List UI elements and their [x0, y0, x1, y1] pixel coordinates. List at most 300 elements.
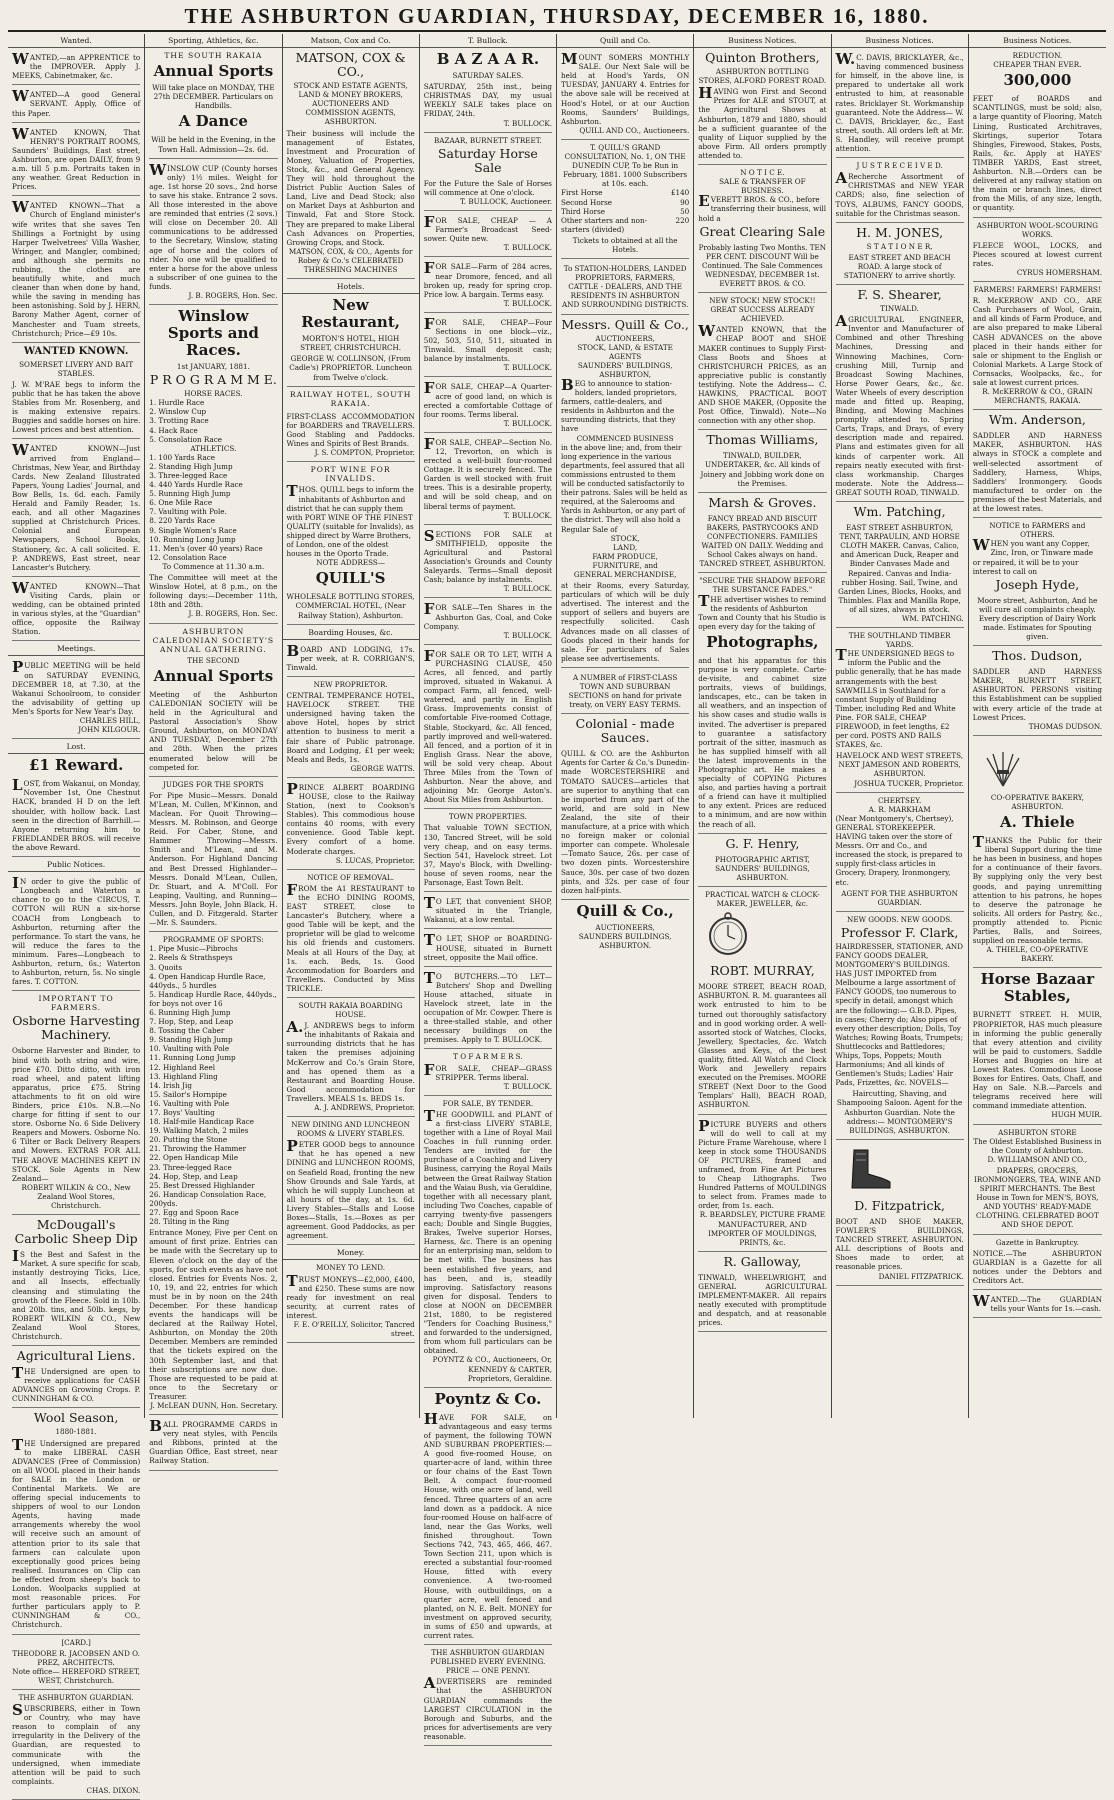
ad-body: FOR SALE—Ten Shares in the Ashburton Gas, Coal, and Coke Company. [423, 600, 552, 631]
ad-bakery [973, 834, 1102, 968]
list-item: 10. Running Long Jump [149, 534, 236, 544]
ad-grass-stripper [424, 1062, 552, 1096]
section-header: Lost. [8, 742, 144, 754]
ad-heading: PORT WINE FOR INVALIDS. [310, 465, 391, 484]
reward-headline: £1 Reward. [28, 756, 124, 775]
ad-matson-cox [287, 127, 415, 280]
ad-subheading: SATURDAY SALES. [452, 71, 524, 81]
signature: A. THIELE, CO-OPERATIVE BAKERY. [986, 945, 1089, 964]
list-item: 1. Hurdle Race [149, 398, 205, 408]
column-business-2 [832, 34, 969, 1418]
programme-item: 4. Open Handicap Hurdle Race, 440yds., 5 hurdles [149, 971, 266, 990]
ad-picture-frames [698, 1118, 826, 1252]
ad-body: TRUST MONEYS—£2,000, £400, and £250. These sums are now ready for investment on real security, at current rates of interest. [286, 1271, 415, 1320]
ad-headline: Poyntz & Co. [434, 1389, 542, 1408]
ad-bricklayer: W.C. DAVIS, BRICKLAYER, &c., having commenced business for himself, in the above line, is prepared to undertake all work entrusted to him, at reasonable rates. Bricklayer St. Workmanship guaranteed. Note the Address— W. C. DAVIS, Bricklayer, &c., East street, south. All orders left at Mr. S. Handley, will receive prompt attention. [836, 51, 964, 158]
ad-sauces: QUILL & CO. are the Ashburton Agents for Carter & Co.'s Dunedin-made WORCESTERSHIRE and TOMATO SAUCES—articles that are superior to anything that can be imported from any part of the world, and are sold in New Zealand, the site of their manufacture, at a price with which no foreign maker or colonial importer can compete. Wholesale—Tomato Sauce, 26s. per case of two dozen pints. Worcestershire Sauce, 30s. per case of two dozen pints, and 32s. per case of four dozen half-pints. [561, 747, 689, 900]
ad-body: FLEECE WOOL, LOCKS, and Pieces scoured at lowest current rates. [972, 240, 1102, 268]
ad-subheading: SALE & TRANSFER OF BUSINESS. [719, 177, 806, 196]
list-item: 2. Standing High Jump [149, 461, 233, 471]
ad-body: THEODORE R. JACOBSEN AND O. PREZ, ARCHITECTS. [12, 1648, 140, 1667]
ad-heading: TOWN PROPERTIES. [448, 812, 527, 822]
signature: EVERETT BROS. & CO. [719, 278, 806, 288]
programme-item: 24. Hop, Step, and Leap [149, 1171, 238, 1181]
ad-heading: J U S T R E C E I V E D. [856, 161, 943, 171]
ad-temperance-hotel [287, 689, 415, 778]
ad-subheading: AUCTIONEERS, [595, 333, 655, 343]
ad-town-properties: That valuable TOWN SECTION, 130, Tancred Street, will be sold very cheap, and on easy terms. Section 541, Havelock street. Lot 37, Mayo's Block, with Dwelling-house of seven rooms, near the Parsonage, East Town Belt. [424, 821, 552, 892]
ad-boot-shoe [836, 1215, 964, 1286]
ad-body: BURNETT STREET. H. MUIR, PROPRIETOR, HAS much pleasure in informing the public generally that every attention and civility will be paid to customers. Saddle Horses and Buggies on hire at Lowest Rates. Commodious Loose Boxes for Entires. Oats, Chaff, and Hay on Sale. N.B.—Parcels and telegrams received here will command immediate attention. [972, 1010, 1102, 1111]
signature: T. BULLOCK. [503, 418, 552, 428]
ad-body: R. McKERROW AND CO., ARE Cash Purchasers of Wool, Grain, and all kinds of Farm Produce, and are also prepared to make Liberal CASH ADVANCES on the above placed in their hands either for sale or shipment to the English or Colonial Markets. A Large Stock of Cornsacks, Woolpacks, &c., for sale at lowest current prices. [972, 296, 1102, 387]
ad-heading: NOTICE OF REMOVAL. [307, 872, 394, 882]
signature: T. BULLOCK. [503, 363, 552, 373]
section-header: Meetings. [8, 644, 144, 656]
ad-headline: McDougall's Carbolic Sheep Dip [14, 1217, 138, 1247]
ad-subheading: SAUNDERS BUILDINGS, [578, 931, 672, 941]
ad-headline: Quinton Brothers, [705, 50, 820, 66]
ad-body: in the above line; and, from their long experience in the various departments, feel assured that all commissions entrusted to them will be conducted satisfactorily to their patrons. Sales will be held as required, at the Salerooms and Yards in Ashburton, or any part of the district. They will also hold a Regular Sale of [561, 442, 688, 534]
ad-headline: F. S. Shearer, [857, 287, 942, 303]
ad-headline: A Dance [178, 112, 248, 131]
ad-prince-albert [287, 781, 415, 870]
meeting-text: PUBLIC MEETING will be held on SATURDAY EVENING, DECEMBER 18, at 7.30, at the Wakanui Schoolroom, to consider the advisability of getting up Men's Sports for New Year's Day. [12, 658, 141, 716]
ad-subheading: AUCTIONEERS, [595, 922, 655, 932]
ad-headline: ROBT. MURRAY, [710, 963, 815, 979]
ad-heading: THE ASHBURTON GUARDIAN. [18, 1692, 134, 1702]
programme-item: 8. Tossing the Caber [149, 1026, 225, 1036]
ad-watchmaker: MOORE STREET, BEACH ROAD, ASHBURTON. R. M. guarantees all work entrusted to him to be turned out thoroughly satisfactory and in good working order. A well-assorted stock of Watches, Clocks, Jewellery, Spectacles, &c. Watch Glasses and Keys, of the best quality, fitted. All Watch and Clock Work and Jewellery repairs executed on the Premises. MOORE STREET (Next Door to the Good Templars' Hall), BEACH ROAD, ASHBURTON. [698, 980, 826, 1114]
pocket-watch-icon [698, 911, 758, 957]
subheading: HORSE RACES. [184, 389, 243, 399]
section-header: Hotels. [283, 282, 419, 294]
ad-body: PICTURE BUYERS and others will do well to call at my Picture Frame Warehouse, where I keep in stock some THOUSANDS OF PICTURES, framed and unframed, from Fine Art Pictures to Cheap Lithographs. Two Hundred Patterns of MOULDINGS to select from. Frames made to order, from 1s. each. [698, 1116, 827, 1211]
ad-architects [12, 1647, 140, 1690]
ad-headline: Joseph Hyde, [995, 576, 1080, 592]
ad-body: Haircutting, Shaving, and Shampooing Saloon. Agent for the Ashburton Guardian. Note the address:— MONTGOMERY'S BUILDINGS, ASHBURTON. [836, 1087, 964, 1139]
ad-headline: MATSON, COX & CO., [295, 50, 406, 80]
stock-item: FARM PRODUCE, [592, 551, 658, 561]
ad-headline: New Restaurant, [301, 296, 400, 332]
signature: MATSON, COX, & CO., Agents for Robey & Co.'s CELEBRATED THRESHING MACHINES [288, 246, 413, 274]
ad-body: FOR SALE, CHEAP—GRASS STRIPPER. Terms liberal. [423, 1060, 552, 1082]
signature: CHARLES HILL, [79, 716, 141, 725]
ad-headline: R. Galloway, [723, 1253, 802, 1269]
signature: T. BULLOCK. [503, 510, 552, 520]
programme-item: 12. Highland Reel [149, 1062, 216, 1072]
ad-headline: Marsh & Groves. [708, 494, 817, 510]
ad-body: Osborne Harvester and Binder, to bind with both string and wire, price £70. Ditto ditto, with iron road wheel, and patent lifting apparatus, price £75. String attachments to fit on old wire Binders, price £10s. N.B.—No charge for fitting if sent to our store. Osborne No. 6 Side Delivery Reapers and Mowers. Osborne No. 6 Tilter or Back Delivery Reapers and Mowers. EXTRAS FOR ALL THE ABOVE MACHINES KEPT IN STOCK. Sole Agents in New Zealand— [12, 1046, 141, 1183]
boot-icon [836, 1146, 896, 1192]
for-sale-ad [424, 260, 552, 312]
ad-headline: Winslow Sports and Races. [167, 307, 259, 360]
signature: J. B. ROGERS, Hon. Sec. [188, 290, 278, 300]
ad-poyntz: HAVE FOR SALE, on advantageous and easy terms of payment, the following TOWN AND SUBURBAN PROPERTIES:— A good five-roomed House, on quarter-acre of land, within three or four chains of the East Town Belt. A compact four-roomed House, with one acre of land, well fenced. Three quarters of an acre land down as a paddock. A nice four-roomed House on half-acre of land, near the Gas Works, well finished throughout. Town Sections 742, 743, 465, 466, 467. Town Section 211, upon which is erected a substantial four-roomed House, fitted with every convenience. A two-roomed House, with outbuildings, on a quarter acre, well fenced and planted, on N. E. Belt. MONEY for investment on approved security, in sums of £50 and upwards, at current rates. [424, 1411, 552, 1645]
signature: ROBERT WILKIN & CO., New Zealand Wool Stores, Christchurch. [21, 1182, 131, 1211]
ad-photographer: PHOTOGRAPHIC ARTIST, SAUNDERS' BUILDINGS, ASHBURTON. [698, 853, 826, 887]
stock-item: STOCK, [610, 533, 640, 543]
for-sale-ad [424, 316, 552, 378]
ad-headline: Annual Sports [153, 62, 274, 81]
list-item: 7. Vaulting with Pole. [149, 507, 227, 517]
ad-heading: WANTED KNOWN. [23, 345, 129, 357]
ad-heading: THE SOUTHLAND TIMBER YARDS. [848, 631, 951, 650]
ad-body: The Oldest Established Business in the County of Ashburton. [973, 1136, 1102, 1155]
ad-fancy-goods: HAIRDRESSER, STATIONER, AND FANCY GOODS DEALER, MONTGOMERY'S BUILDINGS. HAS JUST IMPORTED from Melbourne a large assortment of FANCY GOODS, too numerous to specify in detail, amongst which are the following:— G.B.D. Pipes, in cases; Cherry do; Also pipes of every other description; Dolls, Toy Watches; Rowing Boats, Trumpets; Shuttlecocks and Battledores; Whips, Tops, Poppets; Mouth Harmoniums; And all kinds of Gentlemen's Studs; Ladies' Hair Pads, Frizettes, &c. NOVELS— [835, 941, 964, 1088]
ad-body: THE advertiser wishes to remind the residents of Ashburton Town and County that his Studio is open every day for the taking of [698, 591, 827, 631]
ad-subheading: D. WILLIAMSON AND CO., [987, 1154, 1088, 1164]
ad-subheading: THE SECOND [187, 655, 240, 665]
prize-row [561, 188, 689, 197]
ad-builder: TINWALD, BUILDER, UNDERTAKER, &c. All kinds of Joinery and Jobbing work done on the Premises. [698, 449, 826, 492]
ad-subscribers [12, 1702, 140, 1800]
ad-heading: NEW STOCK! NEW STOCK!! GREAT SUCCESS ALREADY ACHIEVED. [709, 296, 816, 324]
signature: THOMAS DUDSON. [1028, 721, 1102, 731]
programme-list [149, 944, 277, 1226]
ad-heading: CHERTSEY. [877, 795, 922, 805]
columns [8, 34, 1106, 1795]
ad-heading: T O F A R M E R S. [453, 1052, 523, 1062]
list-item: 9. Single Women's Race [149, 525, 237, 535]
list-item: 1. 100 Yards Race [149, 452, 216, 462]
ad-body: Probably lasting Two Months. TEN PER CENT. DISCOUNT Will be Continued. The Sale Commences WEDNESDAY, DECEMBER 1st. [698, 242, 827, 279]
programme-item: 5. Handicap Hurdle Race, 440yds., for boys not over 16 [149, 989, 277, 1008]
signature: J. S. COMPTON, Proprietor. [314, 448, 415, 458]
column-bullock [420, 34, 557, 1741]
ad-board-lodging: BOARD AND LODGING, 17s. per week, at R. CORRIGAN'S, Tinwald. [287, 643, 415, 677]
ad-body: Tickets to obtained at all the Hotels. [561, 234, 689, 259]
ad-body: SATURDAY, 25th inst., being CHRISTMAS DAY, my usual WEEKLY SALE takes place on FRIDAY, 24th. [423, 82, 552, 119]
programme-item: 13. Highland Fling [149, 1071, 218, 1081]
signature: T. BULLOCK. [503, 298, 552, 308]
section-header: Business Notices. [969, 36, 1106, 48]
signature: POYNTZ & CO., Auctioneers, Or, KENNEDY & CARTER, Proprietors, Geraldine. [432, 1355, 552, 1383]
prize-row [561, 207, 689, 216]
ad-body: at their Rooms, every Saturday, particulars of which will be duly advertised. The interest and the support of sellers and buyers are respectfully solicited. Cash Advances made on all classes of Goods placed in their hands for sale. For particulars of Sales please see advertisements. [561, 579, 689, 668]
signature: J. B. ROGERS, Hon. Sec. [188, 609, 278, 619]
signature: CYRUS HOMERSHAM. [1016, 267, 1102, 277]
ad-trust-money [287, 1273, 415, 1344]
for-sale-ad [424, 380, 552, 432]
ad-body: FOR SALE—Farm of 284 acres, near Dromore, fenced, and all broken up, ready for spring crop. Price low. A bargain. Terms easy. [423, 259, 552, 299]
list-item: 3. Trotting Race [149, 416, 209, 426]
ad-heading: Gazette in Bankruptcy. [995, 1237, 1079, 1247]
ad-heading: NEW DINING AND LUNCHEON ROOMS & LIVERY STABLES. [291, 1120, 410, 1139]
signature: R. BEARDSLEY, PICTURE FRAME MANUFACTURER, AND IMPORTER OF MOULDINGS, PRINTS, &c. [699, 1210, 826, 1247]
ad-body: CENTRAL TEMPERANCE HOTEL, HAVELOCK STREET. THE undersigned having taken the above Hotel, hopes by strict attention to business to merit a fair share of Public patronage. Board and Lodging, £1 per week; Meals and Beds, 1s. [286, 691, 415, 764]
column-business-3 [969, 34, 1106, 1418]
ad-body: FOR SALE, CHEAP — A Farmer's Broadcast Seed-sower. Quite new. [423, 213, 552, 244]
ad-body: WHOLESALE BOTTLING STORES, COMMERCIAL HOTEL, (Near Railway Station), Ashburton. [287, 590, 415, 624]
ad-subheading: SAUNDERS' BUILDINGS, [577, 360, 673, 370]
section-header: Public Notices. [8, 860, 144, 872]
subheading: PROGRAMME OF SPORTS: [162, 935, 264, 945]
ad-headline: A. Thiele [1000, 813, 1075, 832]
ad-heading: ASHBURTON CALEDONIAN SOCIETY'S ANNUAL GATHERING. [152, 626, 275, 654]
ad-heading: SOUTH RAKAIA BOARDING HOUSE. [298, 1000, 403, 1020]
ad-heading: FARMERS! FARMERS! FARMERS! [973, 285, 1101, 295]
stock-item: GENERAL MERCHANDISE, [573, 569, 677, 579]
signature: J. McLEAN DUNN, Hon. Secretary. [150, 1401, 278, 1410]
subheading: JUDGES FOR THE SPORTS [163, 779, 264, 789]
ad-mount-somers [561, 51, 689, 140]
ad-heading: MONEY TO LEND. [316, 1263, 386, 1273]
ad-south-rakaia [287, 1019, 415, 1117]
signature: T. BULLOCK. [503, 630, 552, 640]
ad-body: Note office— HEREFORD STREET, WEST, Christchurch. [12, 1666, 140, 1685]
ad-stationer: EAST STREET AND BEACH ROAD. A large stock of STATIONERY to arrive shortly. [836, 251, 964, 285]
ad-saturday-sales [424, 80, 552, 132]
section-header: Sporting, Athletics, &c. [145, 36, 281, 48]
ad-body: A.J. ANDREWS begs to inform the inhabitants of Rakaia and surrounding districts that he has taken the premises adjoining McKerrow and Co.'s Grain Store, and has opened them as a Restaurant and Boarding House. Good accommodation for Travellers. MEALS 1s. BEDS 1s. [286, 1018, 415, 1103]
ad-drapers: DRAPERS, GROCERS, IRONMONGERS, TEA, WINE AND SPIRIT MERCHANTS. The Best House in Town for MEN'S, BOYS, AND YOUTHS' READY-MADE CLOTHING. CELEBRATED BOOT AND SHOE DEPOT. [973, 1164, 1102, 1235]
ad-headline: Osborne Harvesting Machinery. [12, 1013, 141, 1043]
ad-body: SADDLER AND HARNESS MAKER, BURNETT STREET, ASHBURTON. PERSONS visiting this Establishment can be supplied with every article of the trade at Lowest Prices. [972, 667, 1102, 722]
ad-purchasing-clause: FOR SALE OR TO LET, WITH A PURCHASING CLAUSE, 450 Acres, all fenced, and partly improved, situated in Wakanui. A compact Farm, all fenced, well-watered, and partly in English Grass. Improvements consist of comfortable Five-roomed Cottage, Stable, Stockyard, &c. All fenced, partly improved and well-watered. All fenced, and a portion of it in English Grass. Near the above, will be sold very cheap. About Three Miles from the Town of Ashburton. Near the above, and adjoining Mr. George Aston's. About Six Miles from Ashburton. [424, 648, 552, 810]
programme-item: 15. Sailor's Hornpipe [149, 1089, 227, 1099]
ad-to-let-shop: TO LET, that convenient SHOP, situated in the Triangle, Wakanui, at a low rental. [424, 895, 552, 929]
ad-subheading: COMMENCED BUSINESS [576, 433, 674, 443]
signature: S. LUCAS, Proprietor. [335, 855, 415, 865]
column-wanted [8, 34, 145, 1795]
prize-row [561, 198, 689, 207]
ad-body: AGENT FOR THE ASHBURTON GUARDIAN. [836, 887, 964, 912]
programme-item: 14. Irish Jig [149, 1080, 192, 1090]
prize-amount: 90 [680, 197, 690, 207]
ad-body: Entrance Money, Five per Cent on amount of first prize. Entries can be made with the Secretary up to Eleven o'clock on the day of the sports, for such events as have not closed. Entries for Events Nos. 2, 10, 19, and 22, entries for which must be in by noon on the 24th December. For these handicap events the handicaps will be declared at the Railway Hotel, Ashburton, on Monday the 20th December. Members are reminded that the tickets expired on the 30th September last, and that their subscriptions are now due. Those are requested to be paid at once to the Secretary or Treasurer. [149, 1228, 278, 1401]
ad-visiting-cards: WANTED KNOWN—That Visiting Cards, plain or wedding, can be obtained printed in various styles, at the "Guardian" office, opposite the Railway Station. [12, 580, 140, 642]
ad-heading: REDUCTION. [1012, 51, 1063, 61]
section-header: Quill and Co. [557, 36, 693, 48]
ad-headline: 300,000 [1003, 71, 1072, 90]
stock-item: FURNITURE, and [592, 560, 658, 570]
programme-item: 11. Running Long Jump [149, 1053, 236, 1063]
ad-dudson [973, 665, 1102, 736]
ad-engineer: AGRICULTURAL ENGINEER, Inventor and Manufacturer of Combined and other Threshing Machines, Dressing and Winnowing Machines, Corn-crushing Mill, Turnip and Broadcast Sowing Machines, Horse Power Gears, &c., &c. Water Wheels of every description made and fitted up. Reaping, Binding, and Mowing Machines promptly attended to. Spring Carts, Traps, and Drays, of every description made and repaired. Plans and estimates given for all kinds of carpenter work. All repairs neatly executed with first-class workmanship. Charges moderate. Note the Address— GREAT SOUTH ROAD, TINWALD. [836, 313, 964, 502]
list-item: 5. Consolation Race [149, 434, 223, 444]
ad-wool-scouring [973, 239, 1102, 282]
ad-liens: THE Undersigned are open to receive applications for CASH ADVANCES on Growing Crops. P. CUNNINGHAM & CO. [12, 1365, 140, 1408]
column-matson-cox [283, 34, 420, 1418]
ad-body: PRINCE ALBERT BOARDING HOUSE, close to the Railway Station, (next to Cookson's Stables). This commodious house contains 40 rooms, with every convenience. Good Table kept. Every comfort of a home. Moderate charges. [286, 779, 415, 856]
ad-subheading: S T A T I O N E R, [866, 241, 933, 251]
prize-label: Second Horse [561, 197, 613, 207]
programme-item: 18. Half-mile Handicap Race [149, 1117, 255, 1127]
signature: QUILL AND CO., Auctioneers. [579, 125, 690, 135]
ad-body: MORTON'S HOTEL, HIGH STREET, CHRISTCHURCH. [300, 334, 402, 353]
ad-headline: Colonial - made Sauces. [575, 716, 675, 746]
ad-bakers: FANCY BREAD AND BISCUIT BAKERS, PASTRYCOOKS AND CONFECTIONERS. FAMILIES WAITED ON DAILY. Wedding and School Cakes always on hand. TANCRED STREET, ASHBURTON. [698, 512, 826, 574]
ad-caledonian: Meeting of the Ashburton CALEDONIAN SOCIETY will be held in the Agricultural and Pastoral Association's Show Ground, Ashburton, on MONDAY AND TUESDAY, December 27th and 28th. When the prizes enumerated below will be competed for. [149, 688, 277, 777]
wheat-sheaf-icon [973, 742, 1033, 788]
list-item: 4. Hack Race [149, 425, 198, 435]
ad-public-meeting [12, 659, 140, 739]
ad-body: FOR SALE, CHEAP—Section No. 12, Trevorton, on which is erected a well-built four-roomed Cottage. It is securely fenced. The Garden is well stocked with fruit trees. This is a desirable property, and will be sold cheap, and on liberal terms of payment. [423, 434, 552, 511]
ad-body: WINSLOW CUP (County horses only) 1½ miles. Weight for age. 1st horse 20 sovs., 2nd horse to save his stake. Entrance 2 sovs. All those interested in the above are reminded that entries (2 sovs.) will close on December 20. All communications to be addressed to the Secretary, Winslow, stating age of horse and the colors of rider. No one will be qualified to enter a horse for the above unless a subscriber of one guinea to the funds. [149, 160, 278, 291]
ad-heading: FOR SALE, BY TENDER. [442, 1098, 534, 1108]
ad-headline: Photographs, [706, 632, 819, 651]
ad-storekeeper: (Near Montgomery's, Chertsey), GENERAL STOREKEEPER. HAVING taken over the store of Messrs. Orr and Co., and increased the stock, is prepared to supply first-class articles in Grocery, Drapery, Ironmongery, etc. [835, 813, 963, 887]
signature: T. BULLOCK. [503, 243, 552, 253]
ad-to-station-holders: To STATION-HOLDERS, LANDED PROPRIETORS, FARMERS, CATTLE - DEALERS, AND THE RESIDENTS IN ASHBURTON AND SURROUNDING DISTRICTS. [561, 262, 689, 314]
programme-item: 28. Tilting in the Ring [149, 1217, 230, 1227]
signature: GEORGE WATTS. [350, 763, 415, 773]
ad-body: FIRST-CLASS ACCOMMODATION for BOARDERS and TRAVELLERS. Good Stabling and Paddocks. Wines and Spirits of Best Brands. [286, 411, 415, 449]
ad-headline: Great Clearing Sale [699, 223, 826, 239]
ad-body: To Commence at 11.30 a.m. [162, 561, 265, 571]
programme-item: 16. Vaulting with Pole [149, 1098, 230, 1108]
programme-item: 22. Open Handicap Mile [149, 1153, 239, 1163]
column-business-1 [694, 34, 831, 1418]
prize-row [561, 216, 689, 234]
ad-body: The Committee will meet at the Winslow Hotel, at 8 p.m., on the following days:—December 11th, 18th and 28th. [149, 573, 278, 610]
programme-item: 23. Three-legged Race [149, 1162, 232, 1172]
ad-date: 1st JANUARY, 1881. [176, 362, 250, 372]
programme-item: 9. Standing High Jump [149, 1035, 233, 1045]
signature: T. BULLOCK. [503, 584, 552, 594]
ad-body: HAVELOCK AND WEST STREETS, NEXT JAMESON AND ROBERTS, ASHBURTON. [836, 751, 964, 779]
list-item: 3. Three-legged Race [149, 471, 228, 480]
ad-body: SECTIONS FOR SALE at SMITHFIELD, opposite the Agricultural and Pastoral Association's Grounds and County Saleyards. Terms—Small deposit Cash; balance by instalments. [423, 526, 552, 585]
ad-timber-address [836, 749, 964, 792]
ad-photographs: and that his apparatus for this purpose is very complete. Carte-de-visite, and cabinet size portraits, views of buildings, landscapes, etc., can be taken in all weathers, and an inspection of his show cases and studio walls is invited. The advertiser is prepared to guarantee a satisfactory portrait of the sitter, inasmuch as he has supplied himself with all the latest improvements in the Photographic art. He makes a specialty of COPYING Pictures also, and parties having a portrait of a friend can have it multiplied to any extent. Prices are reduced to a minimum, and are now within the reach of all. [698, 654, 826, 834]
programme-item: 26. Handicap Consolation Race, 200yds. [149, 1189, 267, 1208]
ad-body: Will take place on MONDAY, THE 27th DECEMBER. Particulars on Handbills. [152, 83, 275, 111]
ad-entrance [149, 1226, 277, 1415]
ad-headline: Thos. Dudson, [992, 648, 1083, 664]
list-item: 4. 440 Yards Hurdle Race [149, 480, 243, 490]
ad-portrait-rooms: WANTED KNOWN, That HENRY'S PORTRAIT ROOMS, Saunders' Buildings, East street, Ashburton, are open DAILY, from 9 a.m. till 5 p.m. Portraits taken in any weather. Great Reduction in Prices. [12, 126, 140, 197]
ad-washer: WANTED KNOWN—That a Church of England minister's wife writes that she saves Ten Shillings a Fortnight by using Harper Twelvetrees' Villa Washer, Wringer, and Mangler, combined; and although she permits no rubbing, the clothes are beautifully white, and much cleaner than when done by hand, while the saving in mending has been astonishing. Sold by J. HERN, Barony Mather Agent, corner of Manchester and Tuam streets, Christchurch; Price—£9 10s. [12, 199, 140, 342]
ad-headline: Thomas Williams, [706, 432, 819, 448]
ad-horse-sale [424, 177, 552, 211]
programme-item: 6. Running High Jump [149, 1007, 231, 1017]
signature: F. E. O'REILLY, Solicitor, Tancred street. [293, 1319, 415, 1339]
ad-body: STOCK AND ESTATE AGENTS, LAND & MONEY BROKERS, AUCTIONEERS AND COMMISSION AGENTS, ASHBURTON. [293, 81, 408, 127]
ad-horse-bazaar [973, 1008, 1102, 1124]
ad-headline: Agricultural Liens. [16, 1348, 136, 1364]
ad-heading: PRACTICAL WATCH & CLOCK-MAKER, JEWELLER, &c. [705, 889, 820, 909]
ad-body: GEORGE W. COLLINSON, (From Cadle's) PROPRIETOR. Luncheon from Twelve o'clock. [287, 352, 415, 386]
signature: HUGH MUIR. [1051, 1110, 1102, 1120]
programme-item: 2. Reels & Strathspeys [149, 953, 233, 963]
ad-christmas-cards: ARecherche Assortment of CHRISTMAS and NEW YEAR CARDS; also, fine selection of TOYS, ALBUMS, FANCY GOODS, suitable for the Christmas season. [836, 170, 964, 222]
ad-subheading: ASHBURTON, [599, 369, 652, 379]
programme-item: 19. Walking Match, 2 miles [149, 1126, 249, 1136]
for-sale-ad [424, 214, 552, 257]
list-item: 12. Consolation Race [149, 552, 227, 562]
ad-apprentice: WANTED,—an APPRENTICE to the IMPROVER. Apply J. MEEKS, Cabinetmaker, &c. [12, 51, 140, 85]
ad-mckerrow [973, 294, 1102, 410]
ad-servant: WANTED—A good General SERVANT. Apply, Office of this Paper. [12, 88, 140, 122]
signature: T. BULLOCK, Auctioneer. [460, 196, 552, 206]
section-header: Wanted. [8, 36, 144, 48]
list-item: 2. Winslow Cup [149, 407, 207, 417]
ad-subheading: PUBLISHED EVERY EVENING. [430, 1657, 546, 1667]
ad-headline: Wm. Patching, [853, 504, 946, 520]
signature: JOSHUA TUCKER, Proprietor. [854, 778, 964, 788]
ad-body: SUBSCRIBERS, either in Town or Country, who may have reason to complain of any irregularity in the Delivery of the Guardian, are requested to communicate with the undersigned, when immediate attention will be paid to such complaints. [12, 1701, 141, 1786]
ad-subheading: TINWALD. [880, 304, 919, 314]
ad-winslow-cup [149, 162, 277, 305]
ad-heading: THE SOUTH RAKAIA [164, 51, 263, 61]
ad-headline: Professor F. Clark, [840, 924, 959, 940]
ad-christmas-cards: WANTED KNOWN—Just arrived from England—Christmas, New Year, and Birthday Cards. New Zealand Illustrated Papers, Young Ladies' Journal, and Bow Bells, 1s. 6d. each. Family Herald and Family Reader, 1s. each, and all other Magazines supplied at Christchurch Prices. Colonial and European Newspapers, School Books, Stationery, &c. A call solicited. E. P. ANDREWS, East street, near Lancaster's Butchery. [12, 442, 140, 576]
ad-body: BOOT AND SHOE MAKER, FOWLER'S BUILDINGS, TANCRED STREET, ASHBURTON. ALL descriptions of Boots and Shoes made to order, at reasonable prices. [835, 1216, 964, 1272]
section-header: Money. [283, 1248, 419, 1260]
signature: CHAS. DIXON. [86, 1785, 141, 1795]
ad-sheep-dip: IS the Best and Safest in the Market. A sure specific for scab, instantly destroying Ticks, Lice, and all Insects, effectually cleansing and stimulating the growth of the Fleece. Sold in 10lb. and 20lb. tins, and 50lb. kegs, by ROBERT WILKIN & CO., New Zealand Wool Stores, Christchurch. [12, 1248, 140, 1346]
ad-headline: D. Fitzpatrick, [854, 1197, 946, 1213]
ad-headline: Wool Season, [33, 1410, 119, 1426]
prize-label: First Horse [561, 188, 603, 198]
column-quill [557, 34, 694, 1418]
section-header: T. Bullock. [420, 36, 556, 48]
section-header: Boarding Houses, &c. [283, 628, 419, 640]
ad-heading: RAILWAY HOTEL, SOUTH RAKAIA. [289, 389, 412, 408]
for-sale-ad [424, 601, 552, 644]
ad-body: MOUNT SOMERS MONTHLY SALE. Our Next Sale will be held at Hood's Yards, ON TUESDAY, JANUARY 4. Entries for the above sale will be received at Hood's Hotel, or at our Auction Rooms, Saunders' Buildings, Ashburton. [561, 50, 690, 126]
ad-wool-season: THE Undersigned are prepared to make LIBERAL CASH ADVANCES (Free of Commission) on all WOOL placed in their hands for SALE in the London or Continental Markets. We are offering special inducements to shippers of wool to our London Agents, having made arrangements whereby the wool will receive such an amount of attention prior to its sale that farmers can calculate upon exceptionally good prices being realised. Insurances on Clip can be effected from sheep's back to London. Woolpacks supplied at most reasonable prices. For further particulars apply to P. CUNNINGHAM & CO., Christchurch. [12, 1437, 140, 1635]
ad-headline: Saturday Horse Sale [437, 145, 538, 175]
ad-heading: IMPORTANT TO FARMERS. [38, 994, 114, 1013]
ad-to-let-boarding: TO LET, SHOP or BOARDING-HOUSE, situated in Burnett street, opposite the Mail office. [424, 932, 552, 966]
programme-item: 17. Boys' Vaulting [149, 1108, 215, 1117]
prize-label: Other starters and non-starters (divided) [561, 215, 648, 234]
ad-timber-yards: FEET of BOARDS and SCANTLINGS, must be sold; also, a large quantity of Flooring, Match Lining, Rusticated Architraves, Skirtings, superior Totara Shingles, Firewood, Stakes, Posts, Rails, &c. Apply at HAYES' TIMBER YARDS, East street, Ashburton. N.B.—Orders can be delivered at any railway station on the main or branch lines, direct from the Mills, of any size, length, or quantity. [973, 92, 1102, 217]
ad-body: BEG to announce to station-holders, landed proprietors, farmers, cattle-dealers, and residents in Ashburton and the surrounding districts, that they have [561, 376, 678, 434]
stock-list [561, 534, 689, 579]
signature: T. BULLOCK. [503, 118, 552, 128]
ad-subheading: 1880-1881. [55, 1427, 97, 1437]
ad-to-butchers: TO BUTCHERS.—TO LET—Butchers' Shop and Dwelling House attached, situate in Havelock street, late in the occupation of Mr. Cowper. There is a three-stalled stable, and other necessary buildings on the premises. Apply to T. BULLOCK. [424, 970, 552, 1050]
list-item: 11. Men's (over 40 years) Race [149, 543, 263, 553]
signature: T. BULLOCK. [503, 1081, 552, 1091]
ad-ball-cards: BALL PROGRAMME CARDS in very neat styles, with Pencils and Ribbons, printed at the Guardian Office, East street, near Railway Station. [149, 1418, 277, 1470]
programme-item: 20. Putting the Stone [149, 1135, 228, 1145]
ad-wheelwright: TINWALD, WHEELWRIGHT, and GENERAL AGRICULTURAL IMPLEMENT-MAKER. All repairs neatly executed with promptitude and despatch, and at reasonable prices. [698, 1271, 826, 1333]
prize-amount: 50 [680, 206, 690, 216]
ad-heading: BAZAAR, BURNETT STREET. [433, 135, 542, 145]
ad-subheading: SOMERSET LIVERY AND BAIT STABLES. [19, 359, 134, 378]
subheading: ATHLETICS. [190, 443, 237, 453]
ad-sections: A NUMBER of FIRST-CLASS TOWN AND SUBURBAN SECTIONS on hand for private treaty, on VERY EASY TERMS. [561, 671, 689, 714]
ad-body: THE GOODWILL and PLANT of a first-class LIVERY STABLE, together with a Line of Royal Mail Coaches in full running order. Tenders are invited for the purchase of a Coaching and Livery Business, carrying the Royal Mails between the Great Railway Station and the Waiau Bush, via Geraldine, together with all necessary plant, including Two Coaches, capable of carrying twenty-five passengers each; Double and Single Buggies, Brakes, Twelve superior Horses, Harness, &c. There is an opening for an enterprising man, seldom to be met with. The business has been established five years, and has been, and is, steadily improving. Satisfactory reasons given for disposal. Tenders to close at NOON on DECEMBER 21st, 1880, to be registered "Tenders for Coaching Business," and forwarded to the undersigned, from whom full particulars can be obtained. [423, 1106, 552, 1356]
ad-boot-maker: WANTED KNOWN, that the CHEAP BOOT and SHOE MAKER continues to Supply First-Class Boots and Shoes at CHRISTCHURCH PRICES, as an appreciative public is constantly testifying. Note the Address— C. HAWKINS, PRACTICAL BOOT AND SHOE MAKER, (Opposite the Post Office, Tinwald). Note—No connection with any other shop. [698, 323, 826, 430]
ad-body: For the Future the Sale of Horses will commence at One o'clock. [423, 178, 552, 197]
ad-osborne [12, 1044, 140, 1215]
list-item: 5. Running High Jump [149, 489, 231, 499]
ad-subheading: ASHBURTON. [599, 940, 652, 950]
ad-subheading: CHEAPER THAN EVER. [993, 60, 1082, 70]
ad-wanted-cash: WANTED.—The GUARDIAN tells your Wants for 1s.—cash. [973, 1293, 1102, 1318]
ad-headline: Annual Sports [153, 666, 274, 685]
ad-heading: CO-OPERATIVE BAKERY, ASHBURTON. [990, 792, 1084, 811]
ad-lost-horse: LOST, from Wakanui, on Monday, November 1st, One Chestnut HACK, branded H D on the left shoulder, with hollow back. Last seen in the direction of Barrhill.—Anyone returning him to FRIEDLANDER BROS. will receive the above Reward. [12, 777, 140, 857]
programme-item: 3. Quoits [149, 962, 183, 972]
programme-item: 25. Best Dressed Highlander [149, 1180, 255, 1190]
masthead-rule [8, 30, 1106, 32]
signature: DANIEL FITZPATRICK. [878, 1271, 964, 1281]
ad-subheading: A. R. MARKHAM [868, 804, 931, 814]
prize-amount: £140 [670, 188, 690, 198]
programme-item: 7. Hop, Step, and Leap [149, 1017, 234, 1027]
ad-port-wine: THOS. QUILL begs to inform the inhabitants of Ashburton and district that he can supply them with PORT WINE OF THE FINEST QUALITY (suitable for Invalids), as shipped direct by Warre Brothers, of London, one of the oldest houses in the Oporto Trade. [286, 482, 414, 559]
ad-heading: ASHBURTON WOOL-SCOURING WORKS. [976, 220, 1099, 239]
ad-subheading: STOCK, LAND, & ESTATE AGENTS [577, 342, 673, 361]
for-sale-list [424, 214, 552, 645]
